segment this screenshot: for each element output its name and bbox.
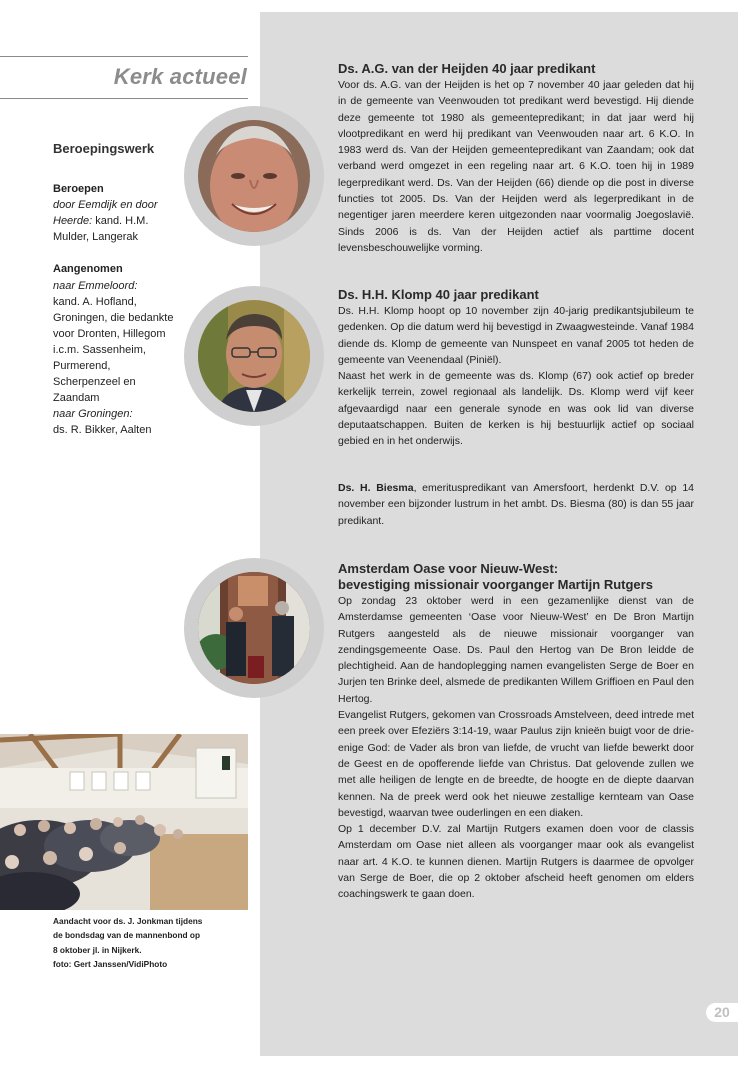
article-klomp-body2: Naast het werk in de gemeente was ds. Klomp (67) ook actief op breder kerkelijk terrein, zowel regionaal als landelijk. Ds. Klomp werd vijf keer afgevaardigd naar een generale synode en was ook lid van diverse deputaatschappen. Buiten de kerken is hij bestuurlijk actief op sociaal gebied en in het onderwijs. [338,370,694,448]
caption-line: 8 oktober jl. in Nijkerk. [53,944,142,955]
aangenomen-line: Purmerend, [53,360,111,373]
article-biesma-name: Ds. H. Biesma [338,482,414,494]
article-biesma-body: , emerituspredikant van Amersfoort, herdenkt D.V. op 14 november een bijzonder lustrum in het ambt. Ds. Biesma (80) is dan 55 jaar predikant. [338,482,694,527]
article-klomp-body1: Ds. H.H. Klomp hoopt op 10 november zijn 40-jarig predikantsjubileum te gedenken. Op die datum werd hij bevestigd in Zwaagwesteinde. Vanaf 1984 diende ds. Klomp de gemeente van Nunspeet en vanaf 2005 tot heden de gemeente van Veenendaal (Piniël). [338,305,694,366]
caption-credit: foto: Gert Janssen/VidiPhoto [53,958,168,969]
article-heijden [338,61,694,256]
aangenomen-line: kand. A. Hofland, [53,295,137,308]
section-title: Kerk actueel [113,64,247,89]
aangenomen-name2: ds. R. Bikker, Aalten [53,424,152,437]
beroepen-from2: Heerde: [53,215,93,228]
photo-rutgers [198,572,310,684]
article-rutgers-body2: Evangelist Rutgers, gekomen van Crossroads Amstelveen, deed intrede met een preek over Efeziërs 3:14-19, waar Paulus zijn knieën buigt voor de drie-enige God: de Vader als bron van liefde, de vrucht van liefde bewerkt door de Geest en de opofferende liefde van Christus. Dat gelovende zullen we met alle heiligen de lengte en de breedte, de hoogte en de diepte daarvan kennen. Na de preek werd ook het nieuwe zestallige kernteam van Oase bevestigd, waarvan twee ouderlingen en een diaken. [338,709,694,819]
aangenomen-line: Scherpenzeel en [53,376,136,389]
article-heijden-body: Voor ds. A.G. van der Heijden is het op 7 november 40 jaar geleden dat hij in de gemeente van Veenwouden tot predikant werd bevestigd. Hij diende deze gemeente tot 1980 als gemeentepredikant; in dat jaar werd hij vlootpredikant en werd hij predikant van Veenwouden naar art. 6 K.O. In 1983 werd ds. Van der Heijden gemeentepredikant van Zaandam; ook dat verband werd omgezet in een regeling naar art. 6 K.O. toen hij in 1989 legerpredikant werd. Ds. Van der Heijden (66) diende op die post in diverse functies tot 2005. Ds. Van der Heijden werd als legerpredikant in de negentiger jaren meerdere keren uitgezonden naar voormalig Joegoslavië. Sinds 2006 is ds. Van der Heijden actief als parttime docent levensbeschouwelijke vorming. [338,79,694,254]
aangenomen-dest1: naar Emmeloord: [53,279,138,292]
beroepen-from: door Eemdijk en door [53,199,158,212]
title-rule-top [0,56,248,57]
aangenomen-line: i.c.m. Sassenheim, [53,343,146,356]
title-rule-bottom [0,98,248,99]
article-biesma-paragraph [338,480,694,529]
photo-caption [53,914,253,971]
article-heijden-title: Ds. A.G. van der Heijden 40 jaar predikant [338,61,596,76]
page-number: 20 [706,1003,738,1022]
beroepen-name: kand. H.M. [95,215,149,228]
article-klomp [338,287,694,450]
caption-line: de bondsdag van de mannenbond op [53,930,201,941]
sidebar-heading: Beroepingswerk [53,141,155,156]
article-rutgers-body3: Op 1 december D.V. zal Martijn Rutgers examen doen voor de classis Amsterdam om Oase niet alleen als voorganger maar ook als evangelist naar art. 4 K.O. te kunnen dienen. Martijn Rutgers is daarmee de opvolger van Serge de Boer, die op 2 oktober afscheid heeft genomen om elders coachingswerk te gaan doen. [338,823,694,901]
photo-mannenbond [0,734,248,910]
article-rutgers [338,561,694,903]
caption-line: Aandacht voor ds. J. Jonkman tijdens [53,916,203,926]
beroepen-label: Beroepen [53,183,104,196]
article-rutgers-title2: bevestiging missionair voorganger Martijn Rutgers [338,577,653,592]
article-klomp-title: Ds. H.H. Klomp 40 jaar predikant [338,287,539,302]
portrait-klomp-frame [184,286,324,426]
photo-rutgers-frame [184,558,324,698]
article-rutgers-title1: Amsterdam Oase voor Nieuw-West: [338,561,559,576]
beroepen-name2: Mulder, Langerak [53,231,138,244]
aangenomen-line: Groningen, die bedankte [53,311,174,324]
aangenomen-dest2: naar Groningen: [53,408,133,421]
portrait-heijden [198,120,310,232]
aangenomen-label: Aangenomen [53,263,123,276]
aangenomen-line: Zaandam [53,392,100,405]
article-rutgers-body1: Op zondag 23 oktober werd in een gezamenlijke dienst van de Amsterdamse gemeenten ‘Oase voor Nieuw-West’ en De Bron Martijn Rutgers aangesteld als de nieuwe missionair voorganger van zendingsgemeente Oase. Ds. Paul den Hertog van De Bron leidde de plechtigheid. Aan de handoplegging namen evangelisten Serge de Boer en Jurjen ten Brinke deel, alsmede de predikanten Willem Griffioen en Paul den Hertog. [338,595,694,705]
article-biesma [338,480,694,529]
portrait-klomp [198,300,310,412]
portrait-heijden-frame [184,106,324,246]
aangenomen-line: voor Dronten, Hillegom [53,327,166,340]
